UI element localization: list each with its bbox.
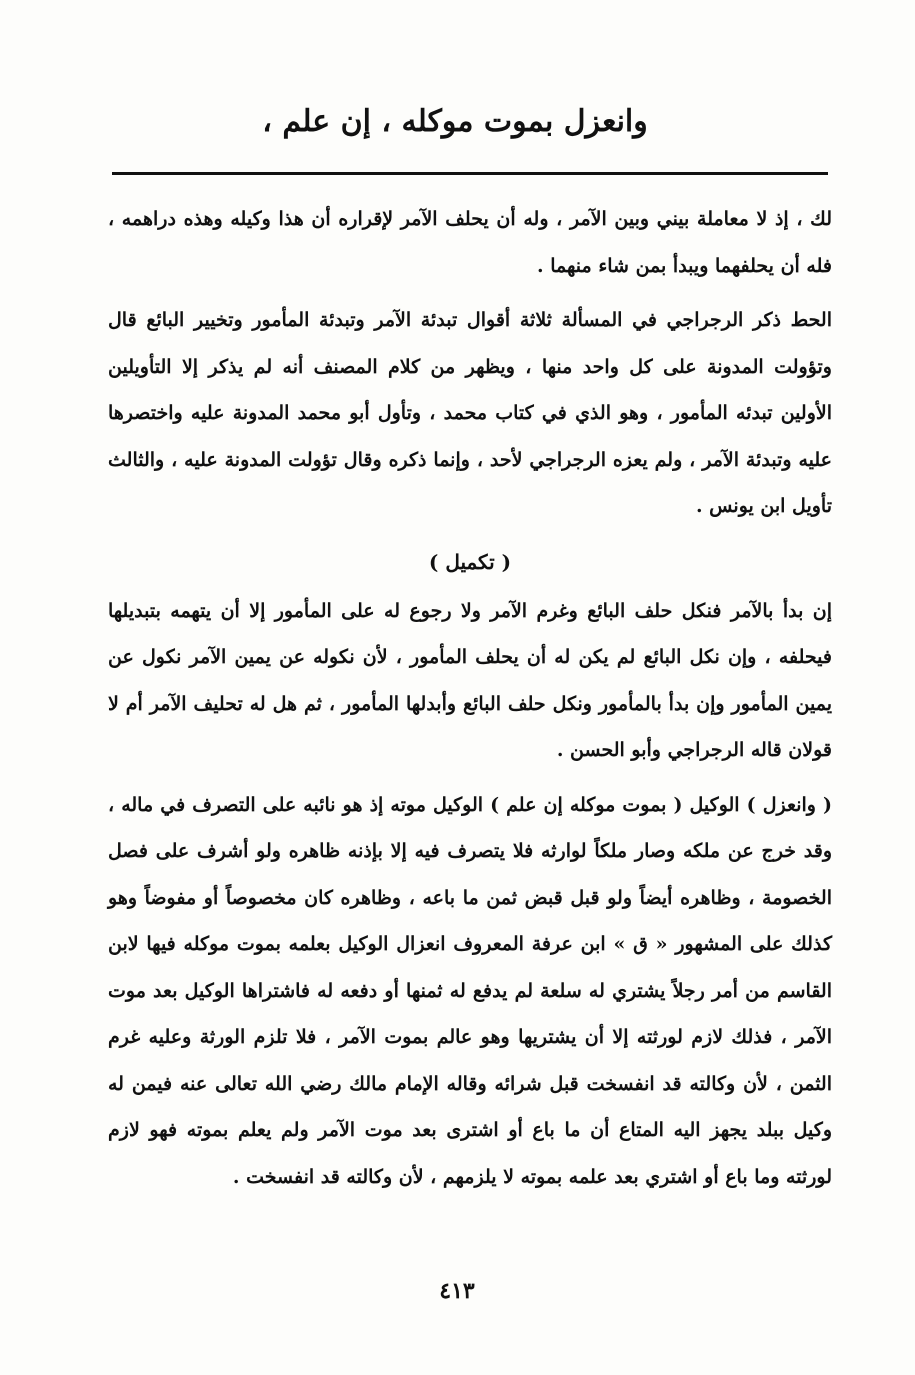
page-header-title: وانعزل بموت موكله ، إن علم ، (262, 104, 648, 139)
paragraph-4: ( وانعزل ) الوكيل ( بموت موكله إن علم ) الوكيل موته إذ هو نائبه على التصرف في ماله ، وقد خرج عن ملكه وصار ملكاً لوارثه فلا يتصرف فيه إلا بإذنه ظاهره ولو أشرف على فصل الخصومة ، وظاهره أيضاً ولو قبل قبض ثمن ما باعه ، وظاهره كان مخصوصاً أو مفوضاً وهو كذلك على المشهور « ق » ابن عرفة المعروف انعزال الوكيل بعلمه بموت موكله فيها لابن القاسم من أمر رجلاً يشتري له سلعة لم يدفع له ثمنها أو دفعه له فاشتراها الوكيل بعد موت الآمر ، فذلك لازم لورثته إلا أن يشتريها وهو عالم بموت الآمر ، فلا تلزم الورثة وعليه غرم الثمن ، لأن وكالته قد انفسخت قبل شرائه وقاله الإمام مالك رضي الله تعالى عنه فيمن له وكيل ببلد يجهز اليه المتاع أن ما باع أو اشترى بعد موت الآمر ولم يعلم بموته فهو لازم لورثته وما باع أو اشتري بعد علمه بموته لا يلزمهم ، لأن وكالته قد انفسخت . (108, 793, 832, 1188)
section-heading: ( تكميل ) (428, 549, 512, 574)
paragraph-2: الحط ذكر الرجراجي في المسألة ثلاثة أقوال تبدئة الآمر وتبدئة المأمور وتخيير البائع قال وتؤولت المدونة على كل واحد منها ، ويظهر من كلام المصنف أنه لم يذكر إلا التأويلين الأولين تبدئه المأمور ، وهو الذي في كتاب محمد ، وتأول أبو محمد المدونة عليه واختصرها عليه وتبدئة الآمر ، ولم يعزه الرجراجي لأحد ، وإنما ذكره وقال تؤولت المدونة عليه ، والثالث تأويل ابن يونس . (108, 309, 832, 517)
paragraph-3: إن بدأ بالآمر فنكل حلف البائع وغرم الآمر ولا رجوع له على المأمور إلا أن يتهمه بتبديلها فيحلفه ، وإن نكل البائع لم يكن له أن يحلف المأمور ، لأن نكوله عن يمين الآمر نكول عن يمين المأمور وإن بدأ بالمأمور ونكل حلف البائع وأبدلها المأمور ، ثم هل له تحليف الآمر أم لا قولان قاله الرجراجي وأبو الحسن . (108, 599, 832, 761)
page-number: ٤١٣ (439, 1278, 475, 1304)
page-body (108, 196, 832, 1200)
header-divider (112, 172, 828, 175)
paragraph-1: لك ، إذ لا معاملة بيني وبين الآمر ، وله أن يحلف الآمر لإقراره أن هذا وكيله وهذه دراهمه ، فله أن يحلفهما ويبدأ بمن شاء منهما . (108, 208, 832, 277)
